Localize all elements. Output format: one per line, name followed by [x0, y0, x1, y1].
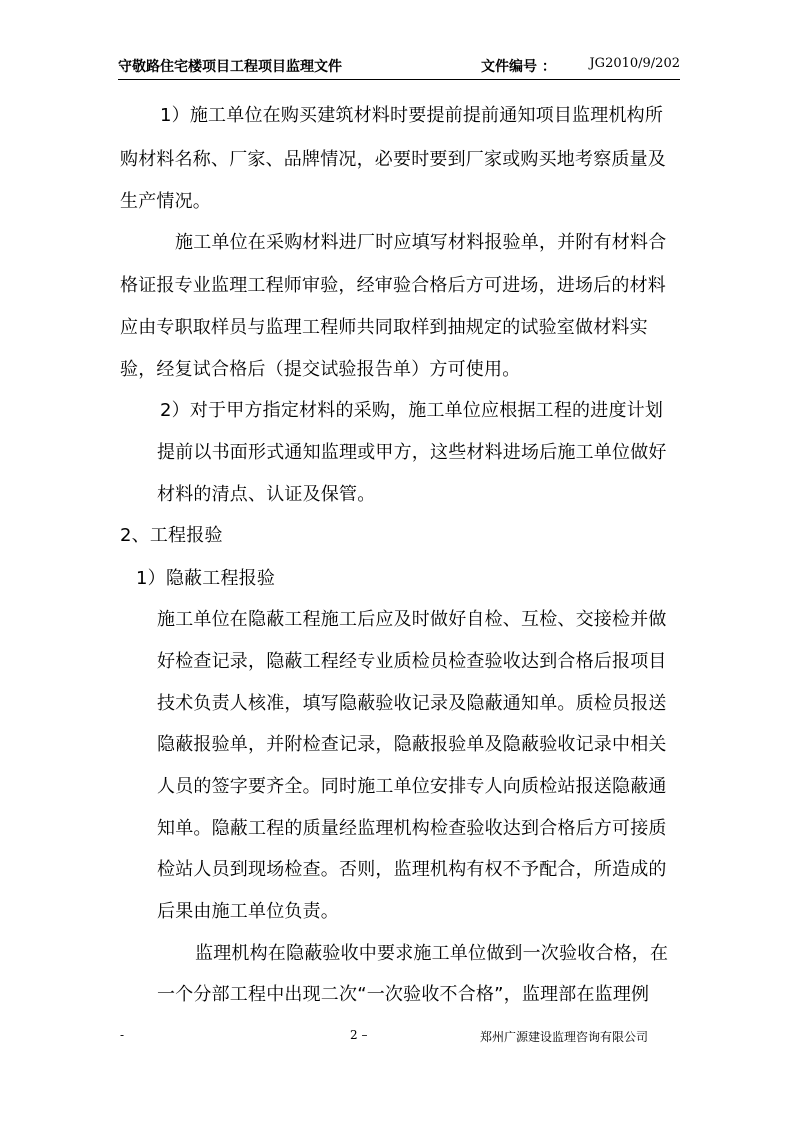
company-name: 郑州广源建设监理咨询有限公司	[480, 1030, 649, 1044]
text-line: 格证报专业监理工程师审验，经审验合格后方可进场，进场后的材料	[120, 275, 666, 296]
text-line: 检站人员到现场检查。否则，监理机构有权不予配合，所造成的	[157, 859, 667, 880]
text-line: 生产情况。	[120, 191, 211, 212]
text-line: 应由专职取样员与监理工程师共同取样到抽规定的试验室做材料实	[120, 317, 648, 338]
page-header	[118, 56, 680, 78]
text-line: 知单。隐蔽工程的质量经监理机构检查验收达到合格后方可接质	[157, 818, 667, 839]
text-line: 施工单位在隐蔽工程施工后应及时做好自检、互检、交接检并做	[157, 609, 667, 630]
text-line: 2）对于甲方指定材料的采购，施工单位应根据工程的进度计划	[160, 400, 664, 421]
text-line: 人员的签字要齐全。同时施工单位安排专人向质检站报送隐蔽通	[157, 776, 667, 797]
text-line: 技术负责人核准，填写隐蔽验收记录及隐蔽通知单。质检员报送	[157, 693, 667, 714]
text-line: 监理机构在隐蔽验收中要求施工单位做到一次验收合格，在	[195, 943, 669, 964]
header-divider	[118, 79, 680, 80]
text-line: 后果由施工单位负责。	[157, 901, 339, 922]
text-line: 购材料名称、厂家、品牌情况，必要时要到厂家或购买地考察质量及	[120, 149, 666, 170]
document-number: JG2010/9/202	[589, 56, 680, 71]
text-line: 隐蔽报验单，并附检查记录，隐蔽报验单及隐蔽验收记录中相关	[157, 734, 667, 755]
footer-mark: -	[120, 1028, 125, 1042]
text-line: 材料的清点、认证及保管。	[157, 484, 376, 505]
text-line: 验，经复试合格后（提交试验报告单）方可使用。	[120, 359, 521, 380]
text-line: 好检查记录，隐蔽工程经专业质检员检查验收达到合格后报项目	[157, 651, 667, 672]
section-heading: 2、工程报验	[120, 525, 223, 546]
text-line: 施工单位在采购材料进厂时应填写材料报验单，并附有材料合	[175, 232, 667, 253]
document-title: 守敬路住宅楼项目工程项目监理文件	[118, 59, 342, 75]
page-number: 2 –	[350, 1028, 368, 1042]
text-line: 1）施工单位在购买建筑材料时要提前提前通知项目监理机构所	[160, 105, 664, 126]
text-line: 一个分部工程中出现二次“一次验收不合格”，监理部在监理例	[157, 984, 650, 1005]
document-number-label: 文件编号 ：	[481, 59, 556, 75]
subsection-heading: 1）隐蔽工程报验	[136, 568, 276, 589]
text-line: 提前以书面形式通知监理或甲方，这些材料进场后施工单位做好	[157, 442, 667, 463]
